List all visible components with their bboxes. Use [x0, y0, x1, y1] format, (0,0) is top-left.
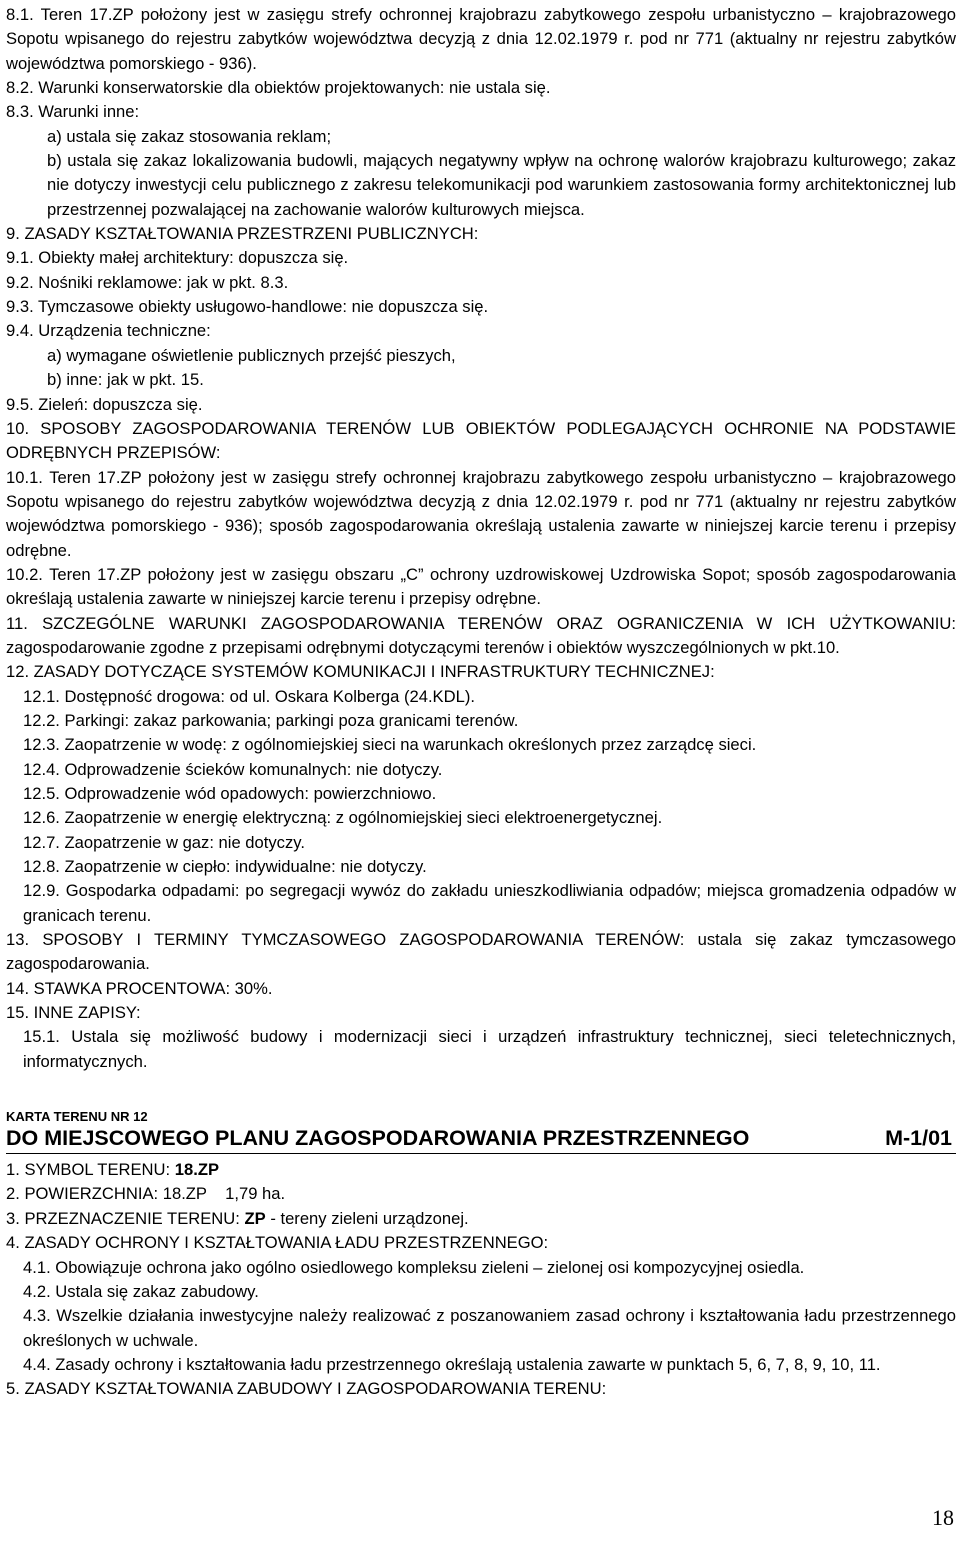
card-purpose-label: 3. PRZEZNACZENIE TERENU: [6, 1208, 245, 1228]
card-section-5-title: 5. ZASADY KSZTAŁTOWANIA ZABUDOWY I ZAGOSPODAROWANIA TERENU: [6, 1379, 607, 1399]
paragraph-8-3-a: a) ustala się zakaz stosowania reklam; [47, 126, 332, 146]
paragraph-9-4-a: a) wymagane oświetlenie publicznych przejść pieszych, [47, 345, 456, 365]
section-11: 11. SZCZEGÓLNE WARUNKI ZAGOSPODAROWANIA TERENÓW ORAZ OGRANICZENIA W ICH UŻYTKOWANIU: zagospodarowanie zgodne z przepisami odrębnymi dotyczącymi terenów i obiektów wyszczególnionych w pkt.10. [6, 613, 956, 657]
paragraph-15-1: 15.1. Ustala się możliwość budowy i modernizacji sieci i urządzeń infrastruktury technicznej, sieci teletechnicznych, informatycznych. [23, 1027, 956, 1071]
card-symbol-label: 1. SYMBOL TERENU: [6, 1160, 175, 1180]
paragraph-12-6: 12.6. Zaopatrzenie w energię elektryczną: z ogólnomiejskiej sieci elektroenergetycznej. [23, 808, 663, 828]
card-purpose-value: ZP [244, 1208, 266, 1228]
card-symbol-value: 18.ZP [174, 1160, 220, 1180]
section-12-title: 12. ZASADY DOTYCZĄCE SYSTEMÓW KOMUNIKACJI I INFRASTRUKTURY TECHNICZNEJ: [6, 662, 715, 682]
paragraph-9-4: 9.4. Urządzenia techniczne: [6, 321, 211, 341]
section-13: 13. SPOSOBY I TERMINY TYMCZASOWEGO ZAGOSPODAROWANIA TERENÓW: ustala się zakaz tymczasowego zagospodarowania. [6, 930, 956, 974]
paragraph-8-3-b: b) ustala się zakaz lokalizowania budowli, mających negatywny wpływ na ochronę walorów krajobrazu kulturowego; zakaz nie dotyczy inwestycji celu publicznego z zakresu telekomunikacji pod warunkiem zastosowania formy architektonicznej lub przestrzennej pozwalającej na zachowanie walorów kulturowych miejsca. [47, 151, 956, 219]
paragraph-12-5: 12.5. Odprowadzenie wód opadowych: powierzchniowo. [23, 784, 437, 803]
card-section-4-title: 4. ZASADY OCHRONY I KSZTAŁTOWANIA ŁADU PRZESTRZENNEGO: [6, 1233, 549, 1253]
paragraph-8-1: 8.1. Teren 17.ZP położony jest w zasięgu strefy ochronnej krajobrazu zabytkowego zespołu urbanistyczno – krajobrazowego Sopotu wpisanego do rejestru zabytków województwa decyzją z dnia 12.02.1979 r. pod nr 771 (aktualny nr rejestru zabytków województwa pomorskiego - 936). [6, 5, 956, 73]
card-area: 2. POWIERZCHNIA: 18.ZP 1,79 ha. [6, 1184, 286, 1204]
paragraph-8-2: 8.2. Warunki konserwatorskie dla obiektów projektowanych: nie ustala się. [6, 78, 551, 98]
paragraph-12-8: 12.8. Zaopatrzenie w ciepło: indywidualne: nie dotyczy. [23, 857, 427, 877]
card-paragraph-4-2: 4.2. Ustala się zakaz zabudowy. [23, 1281, 259, 1301]
section-15-title: 15. INNE ZAPISY: [6, 1003, 141, 1023]
card-purpose [6, 1207, 956, 1231]
paragraph-10-1: 10.1. Teren 17.ZP położony jest w zasięgu strefy ochronnej krajobrazu zabytkowego zespołu urbanistyczno – krajobrazowego Sopotu wpisanego do rejestru zabytków województwa decyzją z dnia 12.02.1979 r. pod nr 771 (aktualny nr rejestru zabytków województwa pomorskiego - 936); sposób zagospodarowania określają ustalenia zawarte w niniejszej karcie terenu i przepisy odrębne. [6, 467, 956, 560]
paragraph-9-4-b: b) inne: jak w pkt. 15. [47, 370, 204, 390]
paragraph-9-1: 9.1. Obiekty małej architektury: dopuszcza się. [6, 248, 349, 268]
card-paragraph-4-3: 4.3. Wszelkie działania inwestycyjne należy realizować z poszanowaniem zasad ochrony i kształtowania ładu przestrzennego określonych w uchwale. [23, 1306, 956, 1350]
page-number: 18 [932, 1505, 954, 1530]
card-symbol [6, 1158, 956, 1182]
document-page [6, 3, 956, 1402]
section-10-title: 10. SPOSOBY ZAGOSPODAROWANIA TERENÓW LUB OBIEKTÓW PODLEGAJĄCYCH OCHRONIE NA PODSTAWIE ODRĘBNYCH PRZEPISÓW: [6, 418, 956, 463]
paragraph-10-2: 10.2. Teren 17.ZP położony jest w zasięgu obszaru „C” ochrony uzdrowiskowej Uzdrowiska Sopot; sposób zagospodarowania określają ustalenia zawarte w niniejszej karcie terenu i przepisy odrębne. [6, 564, 956, 609]
paragraph-12-7: 12.7. Zaopatrzenie w gaz: nie dotyczy. [23, 832, 305, 852]
paragraph-12-1: 12.1. Dostępność drogowa: od ul. Oskara Kolberga (24.KDL). [23, 686, 475, 706]
card-paragraph-4-1: 4.1. Obowiązuje ochrona jako ogólno osiedlowego kompleksu zieleni – zielonej osi kompozycyjnej osiedla. [23, 1257, 805, 1277]
section-9-title: 9. ZASADY KSZTAŁTOWANIA PRZESTRZENI PUBLICZNYCH: [6, 224, 479, 244]
paragraph-9-5: 9.5. Zieleń: dopuszcza się. [6, 394, 203, 414]
paragraph-12-4: 12.4. Odprowadzenie ścieków komunalnych: nie dotyczy. [23, 759, 443, 779]
card-purpose-desc: - tereny zieleni urządzonej. [265, 1208, 469, 1228]
card-label: KARTA TERENU NR 12 [6, 1109, 148, 1125]
card-heading-row [6, 1125, 956, 1154]
paragraph-9-2: 9.2. Nośniki reklamowe: jak w pkt. 8.3. [6, 272, 289, 292]
card-paragraph-4-4: 4.4. Zasady ochrony i kształtowania ładu przestrzennego określają ustalenia zawarte w punktach 5, 6, 7, 8, 9, 10, 11. [23, 1354, 881, 1374]
paragraph-12-2: 12.2. Parkingi: zakaz parkowania; parkingi poza granicami terenów. [23, 710, 519, 730]
section-14: 14. STAWKA PROCENTOWA: 30%. [6, 978, 273, 998]
paragraph-9-3: 9.3. Tymczasowe obiekty usługowo-handlowe: nie dopuszcza się. [6, 297, 489, 317]
card-heading: DO MIEJSCOWEGO PLANU ZAGOSPODAROWANIA PRZESTRZENNEGO [6, 1126, 750, 1151]
paragraph-8-3: 8.3. Warunki inne: [6, 102, 140, 122]
card-code: M-1/01 [885, 1126, 952, 1151]
paragraph-12-9: 12.9. Gospodarka odpadami: po segregacji wywóz do zakładu unieszkodliwiania odpadów; miejsca gromadzenia odpadów w granicach terenu. [23, 881, 956, 925]
paragraph-12-3: 12.3. Zaopatrzenie w wodę: z ogólnomiejskiej sieci na warunkach określonych przez zarządcę sieci. [23, 735, 757, 755]
